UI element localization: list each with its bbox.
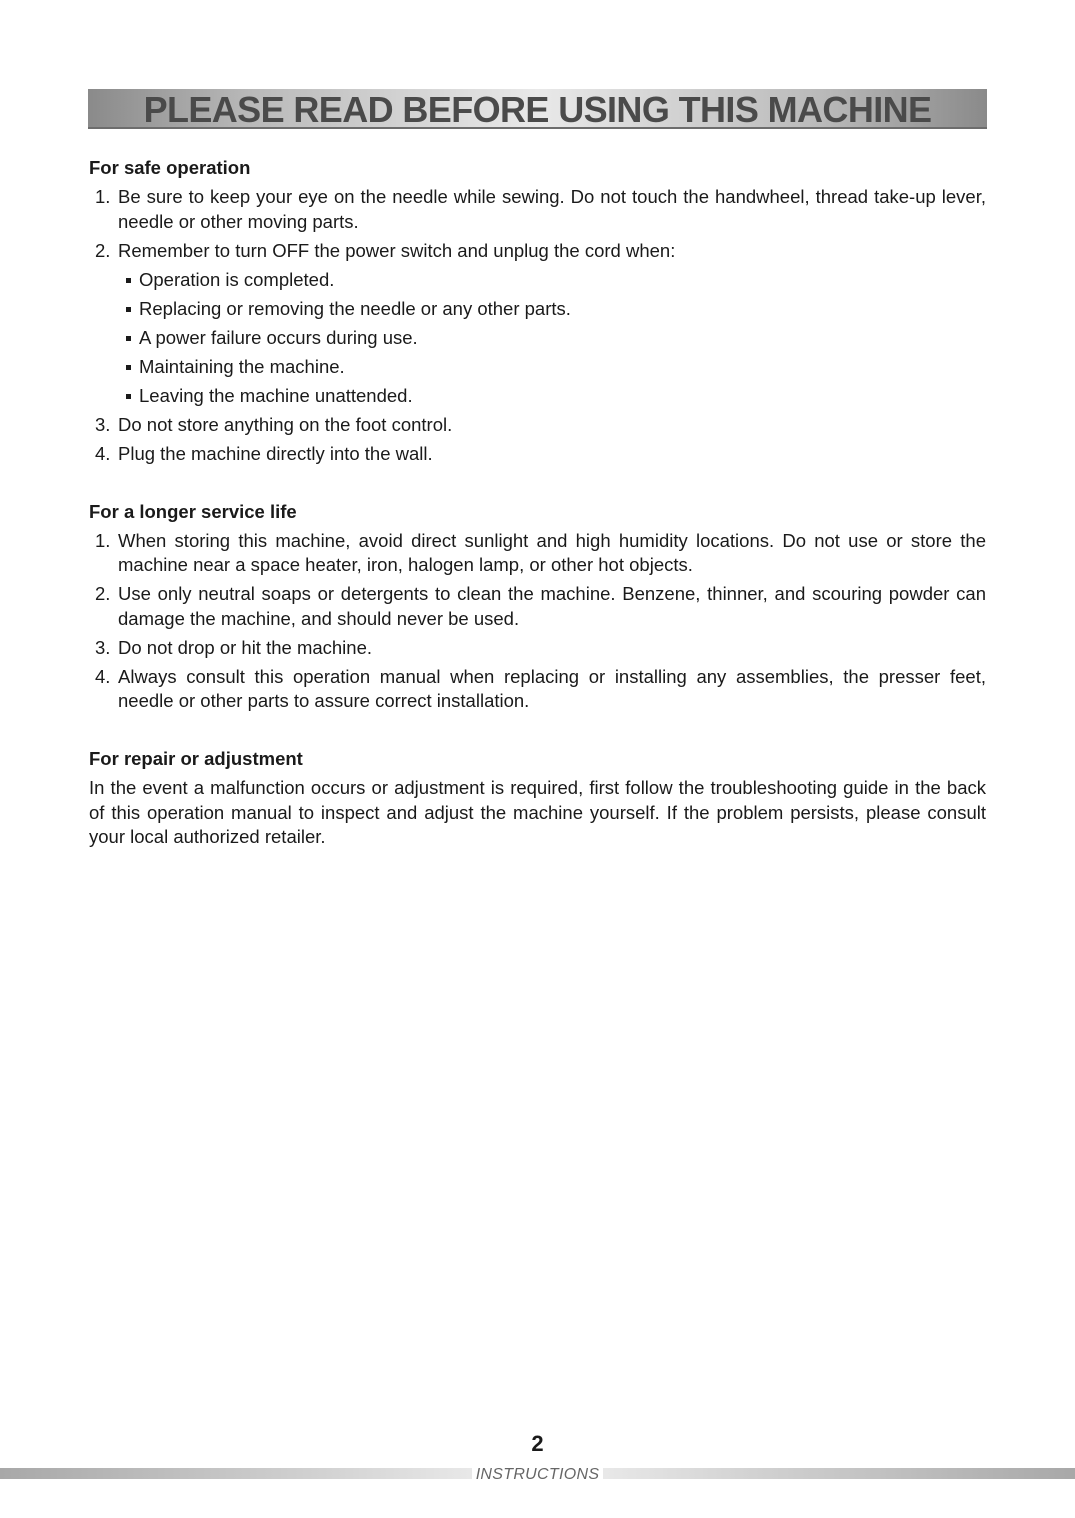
item-number: 2. bbox=[95, 583, 111, 604]
section-spacer bbox=[89, 718, 986, 747]
bullet-item: Maintaining the machine. bbox=[118, 355, 986, 380]
page-title: PLEASE READ BEFORE USING THIS MACHINE bbox=[143, 89, 932, 130]
service-life-list bbox=[89, 529, 986, 714]
bullet-item: Leaving the machine unattended. bbox=[118, 384, 986, 409]
item-text: Do not drop or hit the machine. bbox=[118, 636, 373, 658]
title-banner bbox=[88, 89, 987, 129]
list-item bbox=[89, 442, 986, 467]
section-spacer bbox=[89, 471, 986, 500]
service-life-section bbox=[89, 500, 986, 714]
repair-heading: For repair or adjustment bbox=[89, 748, 303, 769]
list-item bbox=[89, 239, 986, 409]
item-text: Plug the machine directly into the wall. bbox=[118, 442, 433, 464]
bullet-item: Replacing or removing the needle or any other parts. bbox=[118, 297, 986, 322]
safe-operation-section bbox=[89, 156, 986, 466]
safe-operation-list bbox=[89, 185, 986, 466]
item-number: 2. bbox=[95, 239, 111, 261]
bullet-item: Operation is completed. bbox=[118, 268, 986, 293]
repair-paragraph: In the event a malfunction occurs or adjustment is required, first follow the troubleshooting guide in the back of this operation manual to inspect and adjust the machine yourself. If the problem persists, please consult your local authorized retailer. bbox=[89, 777, 986, 847]
item-text: Be sure to keep your eye on the needle while sewing. Do not touch the handwheel, thread take-up lever, needle or other moving parts. bbox=[118, 186, 986, 232]
list-item bbox=[89, 413, 986, 438]
repair-section bbox=[89, 747, 986, 850]
item-number: 1. bbox=[95, 186, 111, 207]
item-number: 4. bbox=[95, 442, 111, 464]
list-item bbox=[89, 665, 986, 714]
main-content bbox=[89, 156, 986, 850]
item-text: When storing this machine, avoid direct sunlight and high humidity locations. Do not use or store the machine near a space heater, iron, halogen lamp, or other hot objects. bbox=[118, 529, 986, 575]
footer-label-text: INSTRUCTIONS bbox=[472, 1466, 604, 1483]
bullet-item: A power failure occurs during use. bbox=[118, 326, 986, 351]
list-item bbox=[89, 529, 986, 578]
item-text: Always consult this operation manual when replacing or installing any assemblies, the presser feet, needle or other parts to assure correct installation. bbox=[118, 665, 986, 711]
item-text: Remember to turn OFF the power switch and unplug the cord when: bbox=[118, 239, 676, 261]
list-item bbox=[89, 636, 986, 661]
item-text: Use only neutral soaps or detergents to clean the machine. Benzene, thinner, and scouring powder can damage the machine, and should never be used. bbox=[118, 583, 986, 629]
footer-label bbox=[0, 1465, 1075, 1485]
item-number: 4. bbox=[95, 665, 111, 687]
power-off-conditions-list bbox=[118, 268, 986, 409]
item-number: 3. bbox=[95, 413, 111, 435]
page-number: 2 bbox=[531, 1431, 544, 1456]
item-text: Do not store anything on the foot control. bbox=[118, 413, 453, 435]
list-item bbox=[89, 582, 986, 631]
item-number: 1. bbox=[95, 529, 111, 551]
safe-operation-heading: For safe operation bbox=[89, 157, 251, 178]
list-item bbox=[89, 185, 986, 234]
service-life-heading: For a longer service life bbox=[89, 500, 297, 522]
item-number: 3. bbox=[95, 636, 111, 658]
